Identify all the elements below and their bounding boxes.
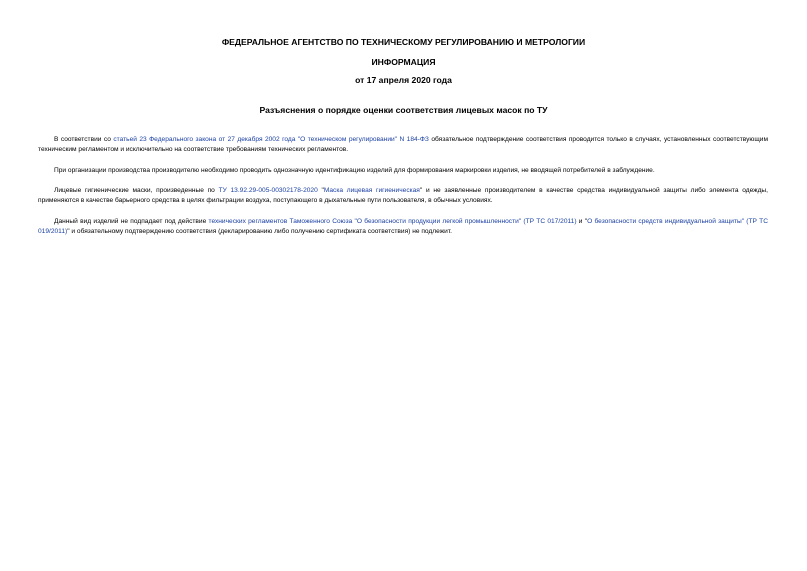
law-article-23-link[interactable]: статьей 23 Федерального закона от 27 декабря 2002 года "О техническом регулировании" N 184-ФЗ: [113, 136, 429, 143]
paragraph-1-text-b: обязательное подтверждение соответствия проводится только в случаях, установленных соответствующим техническим регламентом и исключительно на соответствие требованиям технических регламентов.: [38, 136, 768, 153]
tu-standard-link[interactable]: ТУ 13.92.29-005-00302178-2020: [218, 187, 318, 194]
tr-ts-019-link[interactable]: О безопасности средств индивидуальной защиты" (ТР ТС 019/2011): [38, 218, 768, 235]
agency-heading: ФЕДЕРАЛЬНОЕ АГЕНТСТВО ПО ТЕХНИЧЕСКОМУ РЕГУЛИРОВАНИЮ И МЕТРОЛОГИИ: [221, 37, 586, 47]
document-type-heading: ИНФОРМАЦИЯ: [371, 57, 436, 67]
paragraph-1-text-a: В соответствии со: [54, 136, 114, 143]
paragraph-2: [38, 166, 768, 176]
paragraph-3-text-c: " и не заявленные производителем в качестве средства индивидуальной защиты либо элемента одежды, применяются в качестве барьерного средства в целях фильтрации воздуха, поступающего в дыхательные пути пользователя, в обычных условиях.: [38, 187, 769, 204]
hygienic-mask-link[interactable]: Маска лицевая гигиеническая: [323, 187, 420, 194]
paragraph-2-text: При организации производства производителю необходимо проводить однозначную идентификацию изделий для формирования маркировки изделия, не вводящей потребителей в заблуждение.: [54, 167, 655, 174]
paragraph-3: [38, 186, 768, 206]
paragraph-4: [38, 217, 768, 237]
paragraph-4-text-c: " и обязательному подтверждению соответствия (декларированию либо получению сертификата соответствия) не подлежит.: [67, 228, 452, 235]
paragraph-3-text-b: ": [317, 187, 324, 194]
document-subject-title: Разъяснения о порядке оценки соответствия лицевых масок по ТУ: [259, 105, 548, 115]
document-date: от 17 апреля 2020 года: [355, 75, 452, 85]
tr-ts-017-link[interactable]: технических регламентов Таможенного Союза "О безопасности продукции легкой промышленности" (ТР ТС 017/2011): [208, 218, 577, 225]
paragraph-3-text-a: Лицевые гигиенические маски, произведенные по: [54, 187, 219, 194]
paragraph-4-text-b: и ": [576, 218, 588, 225]
paragraph-4-text-a: Данный вид изделий не подпадает под действие: [54, 218, 209, 225]
paragraph-1: [38, 135, 768, 155]
